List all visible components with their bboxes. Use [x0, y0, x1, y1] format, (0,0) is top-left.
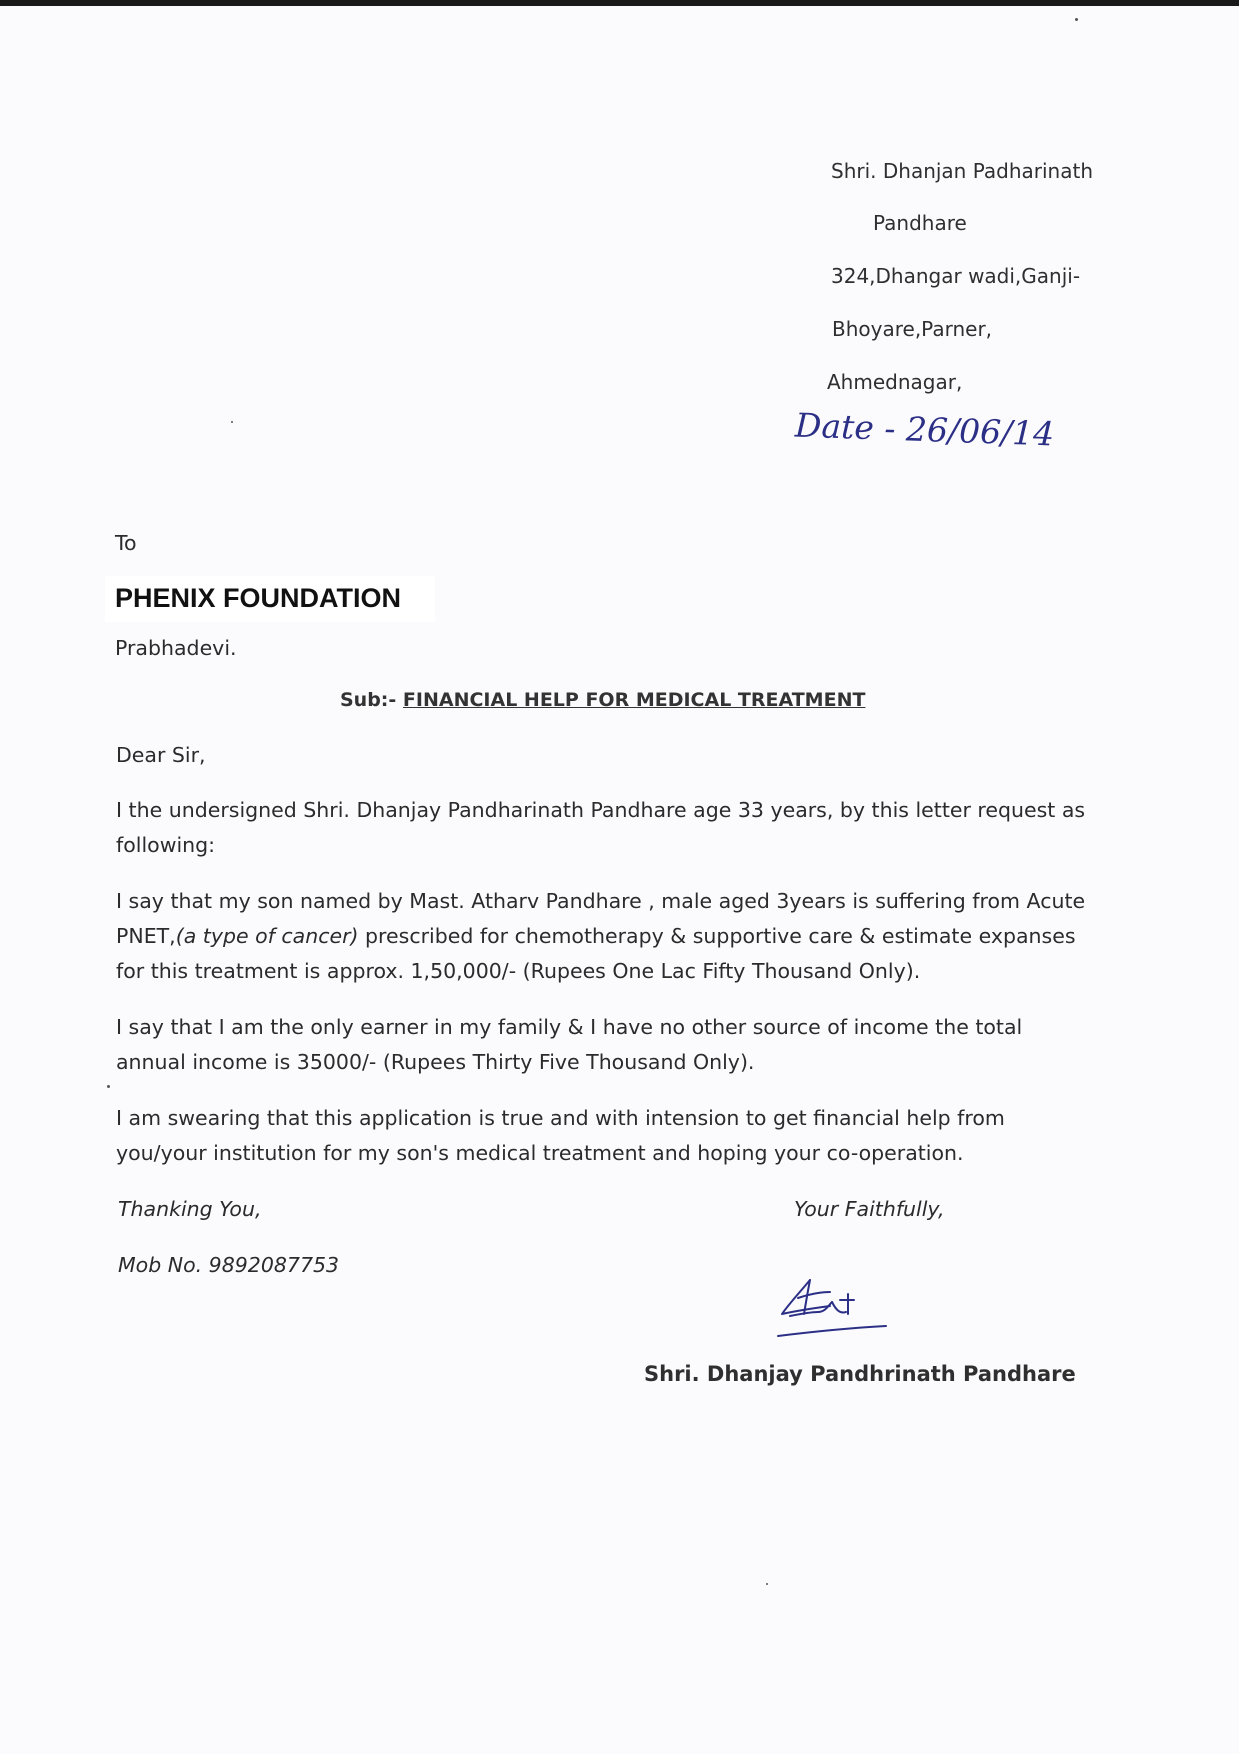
recipient-organization-box — [105, 576, 435, 622]
closing-faithfully: Your Faithfully, — [794, 1197, 945, 1221]
signatory-name: Shri. Dhanjay Pandhrinath Pandhare — [644, 1362, 1076, 1386]
paragraph-italic-text: (a type of cancer) — [175, 924, 359, 948]
paragraph-request: I the undersigned Shri. Dhanjay Pandharinath Pandhare age 33 years, by this letter request as following: — [116, 798, 1086, 857]
handwritten-date: Date - 26/06/14 — [794, 405, 1055, 454]
sender-city-line: Ahmednagar, — [827, 370, 963, 394]
paragraph-income: I say that I am the only earner in my family & I have no other source of income the total annual income is 35000/- (Rupees Thirty Five Thousand Only). — [116, 1015, 1023, 1074]
subject-line — [340, 689, 865, 711]
salutation: Dear Sir, — [116, 743, 206, 767]
recipient-location: Prabhadevi. — [115, 636, 237, 660]
subject-prefix: Sub:- — [340, 689, 403, 711]
closing-thanking: Thanking You, — [118, 1197, 262, 1221]
recipient-to: To — [115, 531, 137, 555]
scan-speck — [107, 1085, 110, 1088]
mobile-number: Mob No. 9892087753 — [118, 1253, 340, 1277]
scan-speck — [231, 421, 233, 423]
paragraph-son-condition — [116, 884, 1096, 989]
subject-title: FINANCIAL HELP FOR MEDICAL TREATMENT — [402, 689, 866, 711]
sender-surname-line: Pandhare — [873, 211, 967, 235]
sender-address-line: Bhoyare,Parner, — [832, 317, 993, 341]
paragraph-declaration: I am swearing that this application is true and with intension to get financial help from you/your institution for my son's medical treatment and hoping your co-operation. — [116, 1106, 1005, 1165]
scan-top-border — [0, 0, 1239, 6]
sender-name-line: Shri. Dhanjan Padharinath — [831, 159, 1093, 183]
recipient-organization: PHENIX FOUNDATION — [115, 583, 402, 613]
paragraph-text: prescribed for chemotherapy & supportive care & estimate expanses for this treatment is approx. 1,50,000/- (Rupees One Lac Fifty Thousand Only). — [116, 924, 1076, 983]
scan-speck — [766, 1583, 768, 1585]
scan-speck — [1075, 18, 1078, 21]
sender-address-line: 324,Dhangar wadi,Ganji- — [831, 264, 1081, 288]
paragraph-text: I say that my son named by Mast. Atharv Pandhare , male aged 3years is suffering from Acute PNET, — [116, 889, 1086, 948]
handwritten-signature — [770, 1270, 900, 1350]
